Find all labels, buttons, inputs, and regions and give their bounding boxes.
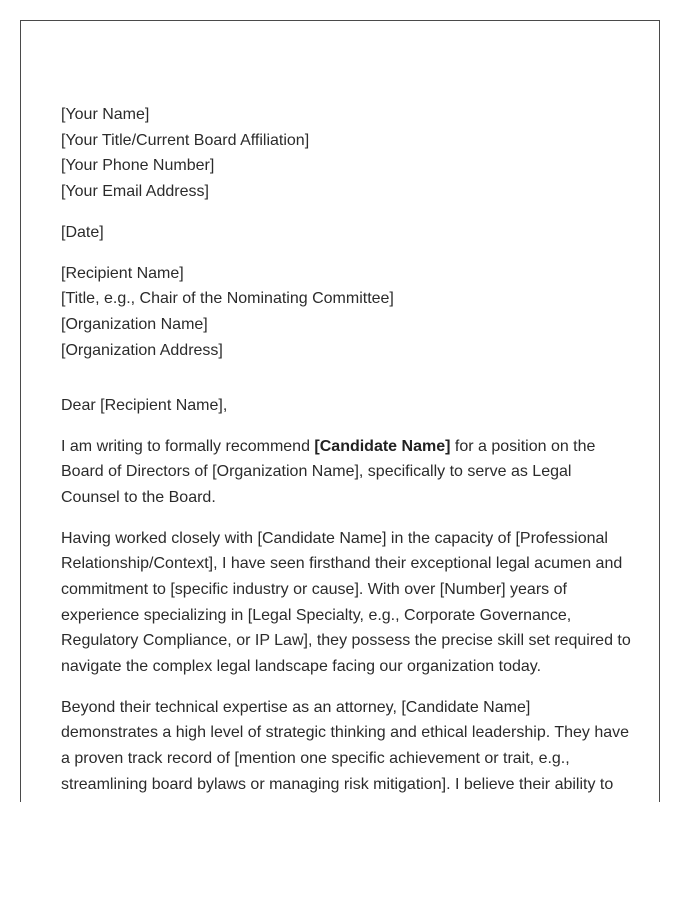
recipient-block [61,261,631,363]
paragraph-experience: Having worked closely with [Candidate Name] in the capacity of [Professional Relationship/Context], I have seen firsthand their exceptional legal acumen and commitment to [specific industry or cause]. With over [Number] years of experience specializing in [Legal Specialty, e.g., Corporate Governance, Regulatory Compliance, or IP Law], they possess the precise skill set required to navigate the complex legal landscape facing our organization today. [61,529,631,675]
sender-email: [Your Email Address] [61,182,209,200]
sender-title: [Your Title/Current Board Affiliation] [61,131,310,149]
paragraph-intro-after: for a position on the Board of Directors of [Organization Name], specifically to serve as Legal Counsel to the Board. [61,437,596,506]
candidate-name-emphasis: [Candidate Name] [314,437,451,455]
letter-page [20,20,660,802]
sender-name: [Your Name] [61,106,150,123]
recipient-address: [Organization Address] [61,341,223,359]
recipient-name: [Recipient Name] [61,264,184,282]
letter-date: [Date] [61,223,104,241]
recipient-organization: [Organization Name] [61,315,208,333]
paragraph-intro [61,434,631,511]
paragraph-leadership: Beyond their technical expertise as an attorney, [Candidate Name] demonstrates a high level of strategic thinking and ethical leadership. They have a proven track record of [mention one specific achievement or trait, e.g., streamlining board bylaws or managing risk mitigation]. I believe their ability to [61,698,630,793]
date-block [61,220,631,246]
recipient-title: [Title, e.g., Chair of the Nominating Committee] [61,290,394,308]
sender-block [61,102,631,204]
letter-body [61,102,631,797]
paragraph-intro-before: I am writing to formally recommend [61,437,315,455]
sender-phone: [Your Phone Number] [61,157,215,175]
salutation [61,393,631,419]
salutation-text: Dear [Recipient Name], [61,396,228,414]
